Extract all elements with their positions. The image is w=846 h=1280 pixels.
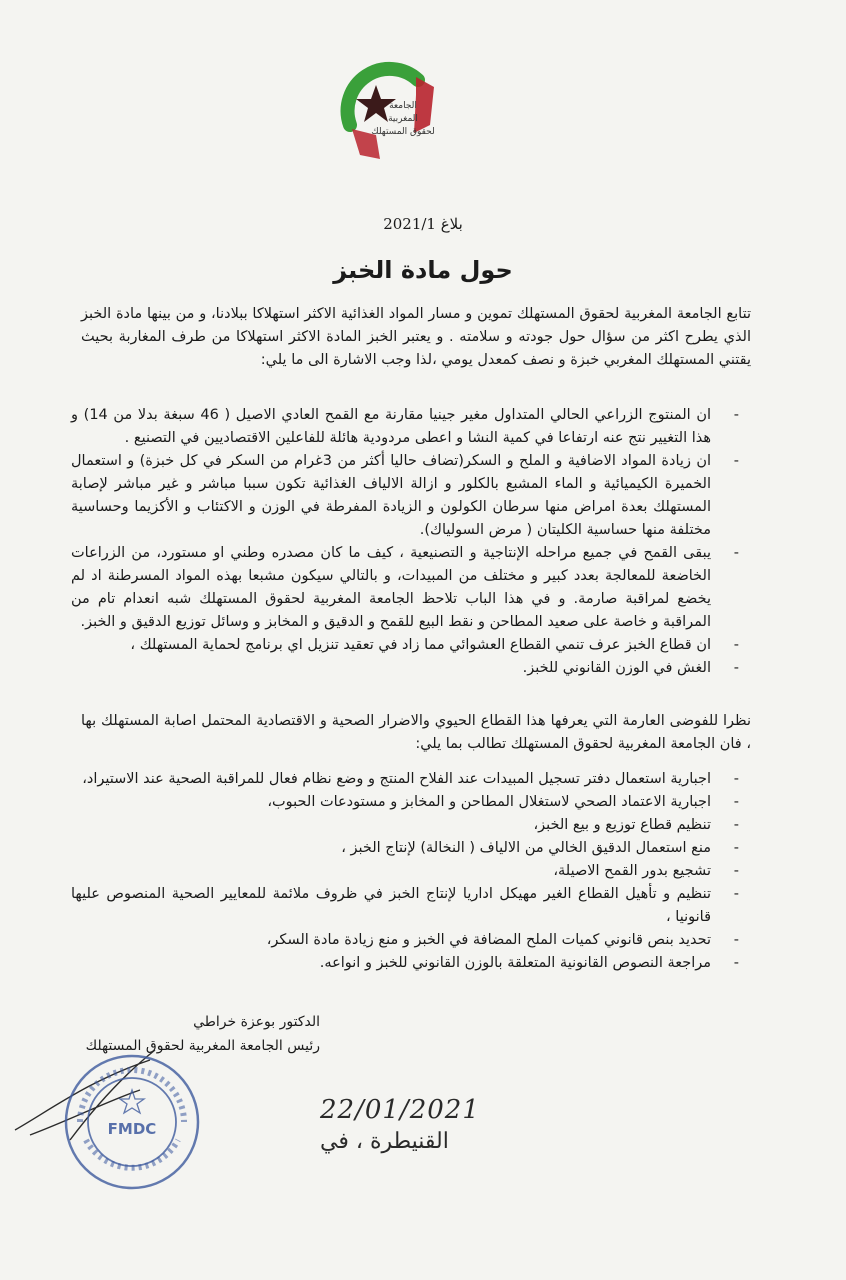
list-item (71, 542, 751, 634)
list-item-text: ان زيادة المواد الاضافية و الملح و السكر(تضاف حاليا أكثر من 3غرام من السكر في كل خبزة) و استعمال الخميرة الكيميائية و الماء المشبع بالكلور و ازالة الالياف الغذائية تكون سببا مباشر و غير مباشر لإصابة المستهلك بعدة امراض منها سرطان الكولون و الزيادة المفرطة في الوزن و الاكتئاب و الأكزيما وحساسية مختلفة منها حساسية الكليتان ( مرض السولياك). (71, 453, 711, 538)
list-item (71, 837, 751, 860)
list-item-text: اجبارية الاعتماد الصحي لاستغلال المطاحن و المخابز و مستودعات الحبوب، (267, 794, 711, 810)
bullet-dash: - (733, 545, 739, 561)
bullet-dash: - (733, 817, 739, 833)
bullet-dash: - (733, 932, 739, 948)
bullet-dash: - (733, 453, 739, 469)
date-text: 22/01/2021 (320, 1095, 480, 1125)
list-item-text: الغش في الوزن القانوني للخبز. (522, 660, 711, 676)
intro-paragraph (81, 303, 751, 372)
place-date-line (320, 1095, 580, 1155)
official-stamp (60, 1050, 205, 1195)
list-item (71, 634, 751, 657)
bullet-dash: - (733, 794, 739, 810)
list-item-text: تنظيم و تأهيل القطاع الغير مهيكل اداريا لإنتاج الخبز في ظروف ملائمة للمعايير الصحية المنصوص عليها قانونيا ، (71, 886, 711, 925)
list-item (71, 883, 751, 929)
logo-line: الجامعة (389, 101, 417, 111)
bullet-dash: - (733, 840, 739, 856)
list-item-text: تنظيم قطاع توزيع و بيع الخبز، (533, 817, 711, 833)
bullet-dash: - (733, 407, 739, 423)
list-item-text: ان المنتوج الزراعي الحالي المتداول مغير جينيا مقارنة مع القمح العادي الاصيل ( 46 سبغة بدلا من 14) و هذا التغيير نتج عنه ارتفاعا في كمية النشا و اعطى مردودية هائلة للفاعلين الاقتصاديين في التصنيع . (71, 407, 711, 446)
communique-ref: بلاغ 2021/1 (383, 215, 463, 233)
list-item (71, 791, 751, 814)
list-item (71, 404, 751, 450)
list-item (71, 768, 751, 791)
signatory-role: رئيس الجامعة المغربية لحقوق المستهلك (85, 1038, 320, 1054)
list-item-text: اجبارية استعمال دفتر تسجيل المبيدات عند الفلاح المنتج و وضع نظام فعال للمراقبة الصحية عند الاستيراد، (82, 771, 711, 787)
list-item (71, 929, 751, 952)
list-item-text: ان قطاع الخبز عرف تنمي القطاع العشوائي مما زاد في تعقيد تنزيل اي برنامج لحماية المستهلك ، (130, 637, 711, 653)
bullet-dash: - (733, 771, 739, 787)
bullet-dash: - (733, 660, 739, 676)
logo-text (368, 100, 438, 139)
logo-line: المغربية (388, 114, 418, 124)
signatory-name: الدكتور بوعزة خراطي (193, 1014, 320, 1030)
list-item-text: تحديد بنص قانوني كميات الملح المضافة في الخبز و منع زيادة مادة السكر، (266, 932, 711, 948)
list-item-text: يبقى القمح في جميع مراحله الإنتاجية و التصنيعية ، كيف ما كان مصدره وطني او مستورد، من الزراعات الخاضعة للمعالجة بعدد كبير و مختلف من المبيدات، و بالتالي سيكون مشبعا بهذه المواد المسرطنة اد لم يخضع لمراقبة صارمة. و في هذا الباب تلاحظ الجامعة المغربية لحقوق المستهلك شبه انعدام تام من المراقبة و خاصة على صعيد المطاحن و نقط البيع للقمح و الدقيق و المخابز و وسائل توزيع الدقيق و الخبز. (71, 545, 711, 630)
document-title: حول مادة الخبز (333, 256, 513, 284)
list-item-text: مراجعة النصوص القانونية المتعلقة بالوزن القانوني للخبز و انواعه. (319, 955, 711, 971)
list-item (71, 657, 751, 680)
place-text: القنيطرة ، في (320, 1129, 449, 1154)
bullet-dash: - (733, 886, 739, 902)
stamp-center-text: FMDC (107, 1120, 157, 1138)
bullet-dash: - (733, 955, 739, 971)
list-item (71, 450, 751, 542)
list-item (71, 814, 751, 837)
demands-intro-text: نظرا للفوضى العارمة التي يعرفها هذا القطاع الحيوي والاضرار الصحية و الاقتصادية المحتمل اصابة المستهلك بها ، فان الجامعة المغربية لحقوق المستهلك تطالب بما يلي: (81, 713, 751, 752)
demands-list (71, 768, 751, 975)
points-list (71, 404, 751, 680)
bullet-dash: - (733, 863, 739, 879)
list-item-text: منع استعمال الدقيق الخالي من الالياف ( النخالة) لإنتاج الخبز ، (341, 840, 711, 856)
list-item-text: تشجيع بدور القمح الاصيلة، (553, 863, 711, 879)
logo-line: لحقوق المستهلك (371, 127, 435, 137)
bullet-dash: - (733, 637, 739, 653)
intro-text: تتابع الجامعة المغربية لحقوق المستهلك تموين و مسار المواد الغذائية الاكثر استهلاكا ببلادنا، و من بينها مادة الخبز الذي يطرح اكثر من سؤال حول جودته و سلامته . و يعتبر الخبز المادة الاكثر استهلاكا من طرف المغاربة بحيث يقتني المستهلك المغربي خبزة و نصف كمعدل يومي ،لذا وجب الاشارة الى ما يلي: (81, 306, 751, 368)
list-item (71, 860, 751, 883)
demands-intro-paragraph (81, 710, 751, 756)
list-item (71, 952, 751, 975)
